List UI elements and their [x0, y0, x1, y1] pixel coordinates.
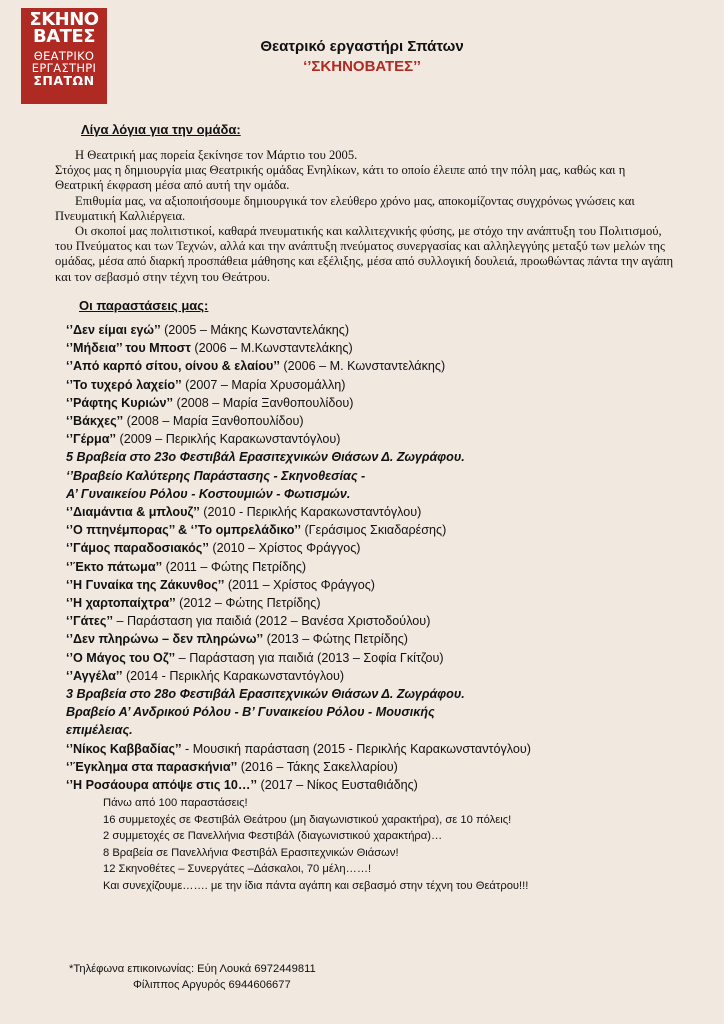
award-line: [66, 685, 686, 703]
award-text: Α’ Γυναικείου Ρόλου - Κοστουμιών - Φωτισμών.: [66, 486, 351, 501]
shows-list: [66, 321, 686, 794]
show-info: (2017 – Νίκος Ευσταθιάδης): [257, 778, 418, 793]
show-info: - Μουσική παράσταση (2015 - Περικλής Καρακωνσταντόγλου): [181, 741, 531, 756]
show-title: ‘’Δεν είμαι εγώ’’: [66, 323, 161, 337]
stat-line: Και συνεχίζουμε……. με την ίδια πάντα αγάπη και σεβασμό στην τέχνη του Θεάτρου!!!: [103, 879, 529, 892]
show-item: [66, 394, 686, 412]
award-text: επιμέλειας.: [66, 723, 133, 738]
show-item: [66, 576, 686, 594]
about-text: [55, 148, 675, 285]
show-item: [66, 594, 686, 612]
about-heading: Λίγα λόγια για την ομάδα:: [81, 122, 241, 137]
show-info: (2013 – Φώτης Πετρίδης): [263, 632, 408, 647]
show-title: ‘’Το τυχερό λαχείο’’: [66, 377, 182, 392]
contact-line: Φίλιππος Αργυρός 6944606677: [133, 979, 291, 991]
show-item: [66, 776, 686, 794]
show-title: ‘’Ο Μάγος του Οζ’’: [66, 650, 176, 665]
logo-line: ΣΚΗΝΟ: [29, 9, 99, 30]
show-info: (2016 – Τάκης Σακελλαρίου): [237, 759, 398, 774]
show-title: ‘’Από καρπό σίτου, οίνου & ελαίου’’: [66, 359, 280, 374]
stats-list: [103, 795, 683, 894]
show-info: (Γεράσιμος Σκιαδαρέσης): [300, 523, 447, 538]
show-item: [66, 612, 686, 630]
show-info: (2012 – Φώτης Πετρίδης): [175, 596, 321, 611]
show-item: [66, 339, 686, 357]
show-item: [66, 430, 686, 448]
stat-line: 12 Σκηνοθέτες – Συνεργάτες –Δάσκαλοι, 70 μέλη……!: [103, 863, 372, 875]
show-info: (2010 – Χρίστος Φράγγος): [208, 541, 361, 556]
show-info: (2014 - Περικλής Καρακωνσταντόγλου): [122, 668, 345, 683]
award-line: [66, 448, 686, 466]
show-title: ‘’Γάμος παραδοσιακός’’: [66, 541, 209, 556]
show-item: [66, 539, 686, 557]
show-title: ‘’Ο πτηνέμπορας’’ & ‘’Το ομπρελάδικο’’: [66, 523, 301, 538]
shows-heading: Οι παραστάσεις μας:: [79, 298, 209, 313]
show-info: (2006 – Μ. Κωνσταντελάκης): [279, 359, 446, 374]
show-info: (2006 – Μ.Κωνσταντελάκης): [190, 341, 353, 356]
contact-line: *Τηλέφωνα επικοινωνίας: Εύη Λουκά 6972449811: [69, 963, 316, 975]
show-info: (2011 – Φώτης Πετρίδης): [162, 559, 307, 574]
show-title: ‘’Μήδεια’’ του Μποστ: [66, 341, 191, 356]
show-title: ‘’Γέρμα’’: [66, 432, 117, 447]
contact-info: [69, 961, 316, 993]
show-item: [66, 630, 686, 648]
show-item: [66, 412, 686, 430]
show-info: – Παράσταση για παιδιά (2013 – Σοφία Γκίτζου): [175, 650, 444, 665]
show-info: (2010 - Περικλής Καρακωνσταντόγλου): [199, 505, 422, 520]
logo-line: ΕΡΓΑΣΤΗΡΙ: [31, 61, 97, 75]
show-info: (2005 – Μάκης Κωνσταντελάκης): [160, 323, 350, 337]
show-title: ‘’Η χαρτοπαίχτρα’’: [66, 596, 176, 611]
show-title: ‘’Νίκος Καββαδίας’’: [66, 741, 182, 756]
logo-line: ΒΑΤΕΣ: [32, 26, 96, 47]
show-item: [66, 376, 686, 394]
show-title: ‘’Έγκλημα στα παρασκήνια’’: [66, 759, 238, 774]
show-title: ‘’Διαμάντια & μπλουζ’’: [66, 505, 200, 520]
award-line: [66, 721, 686, 739]
show-title: ‘’Έκτο πάτωμα’’: [66, 559, 163, 574]
show-info: (2008 – Μαρία Ξανθοπουλίδου): [173, 395, 354, 410]
show-item: [66, 357, 686, 375]
show-title: ‘’Ράφτης Κυριών’’: [66, 395, 174, 410]
award-text: 5 Βραβεία στο 23ο Φεστιβάλ Ερασιτεχνικών Θιάσων Δ. Ζωγράφου.: [66, 450, 465, 465]
award-line: [66, 703, 686, 721]
about-line: Οι σκοποί μας πολιτιστικοί, καθαρά πνευματικής και καλλιτεχνικής φύσης, με στόχο την ανάπτυξη του Πολιτισμού, του Πνεύματος και των Τεχνών, αλλά και την ανάπτυξη πνεύματος συνεργασίας και αλληλεγγύης μεταξύ των μελών της ομάδας, μέσα από διαρκή προσπάθεια μάθησης και εξέλιξης, μέσα από συλλογική δουλειά, προωθώντας πάντα την αγάπη και τον σεβασμό στην τέχνη του Θεάτρου.: [55, 224, 674, 284]
logo: [21, 8, 107, 104]
show-item: [66, 321, 686, 339]
show-info: – Παράσταση για παιδιά (2012 – Βανέσα Χριστοδούλου): [113, 614, 431, 629]
stat-line: 2 συμμετοχές σε Πανελλήνια Φεστιβάλ (διαγωνιστικού χαρακτήρα)…: [103, 830, 443, 842]
about-line: Επιθυμία μας, να αξιοποιήσουμε δημιουργικά τον ελεύθερο χρόνο μας, αποκομίζοντας συγχρόνως γνώσεις και Πνευματική Καλλιέργεια.: [55, 193, 635, 223]
show-info: (2007 – Μαρία Χρυσομάλλη): [181, 377, 346, 392]
show-info: (2008 – Μαρία Ξανθοπουλίδου): [123, 414, 304, 429]
award-line: [66, 467, 686, 485]
show-item: [66, 740, 686, 758]
about-line: Στόχος μας η δημιουργία μιας Θεατρικής ομάδας Ενηλίκων, κάτι το οποίο έλειπε από την πόλη μας, καθώς και η Θεατρική έκφραση μέσα από αυτή την ομάδα.: [55, 163, 626, 193]
stat-line: 16 συμμετοχές σε Φεστιβάλ Θεάτρου (μη διαγωνιστικού χαρακτήρα), σε 10 πόλεις!: [103, 813, 512, 826]
award-text: ‘’Βραβείο Καλύτερης Παράστασης - Σκηνοθεσίας -: [66, 468, 366, 483]
show-title: ‘’Γάτες’’: [66, 614, 113, 629]
show-title: ‘’Αγγέλα’’: [66, 668, 123, 683]
show-item: [66, 503, 686, 521]
logo-line: ΣΠΑΤΩΝ: [33, 73, 95, 88]
show-title: ‘’Η Γυναίκα της Ζάκυνθος’’: [66, 577, 225, 592]
logo-line: ΘΕΑΤΡΙΚΟ: [33, 49, 95, 63]
show-item: [66, 758, 686, 776]
show-item: [66, 521, 686, 539]
show-title: ‘’Δεν πληρώνω – δεν πληρώνω’’: [66, 632, 264, 647]
stat-line: 8 Βραβεία σε Πανελλήνια Φεστιβάλ Ερασιτεχνικών Θιάσων!: [103, 846, 399, 859]
award-line: [66, 485, 686, 503]
show-title: ‘’Η Ροσάουρα απόψε στις 10…’’: [66, 778, 258, 793]
page-title: Θεατρικό εργαστήρι Σπάτων: [260, 38, 464, 55]
award-text: Βραβείο Α’ Ανδρικού Ρόλου - Β’ Γυναικείου Ρόλου - Μουσικής: [66, 705, 435, 720]
show-item: [66, 558, 686, 576]
stat-line: Πάνω από 100 παραστάσεις!: [103, 797, 248, 809]
show-info: (2011 – Χρίστος Φράγγος): [224, 577, 375, 592]
show-item: [66, 667, 686, 685]
about-line: Η Θεατρική μας πορεία ξεκίνησε τον Μάρτιο του 2005.: [75, 148, 358, 162]
show-title: ‘’Βάκχες’’: [66, 414, 124, 429]
show-info: (2009 – Περικλής Καρακωνσταντόγλου): [116, 432, 341, 447]
award-text: 3 Βραβεία στο 28ο Φεστιβάλ Ερασιτεχνικών Θιάσων Δ. Ζωγράφου.: [66, 687, 465, 702]
page-subtitle: ‘’ΣΚΗΝΟΒΑΤΕΣ’’: [303, 58, 421, 75]
show-item: [66, 649, 686, 667]
